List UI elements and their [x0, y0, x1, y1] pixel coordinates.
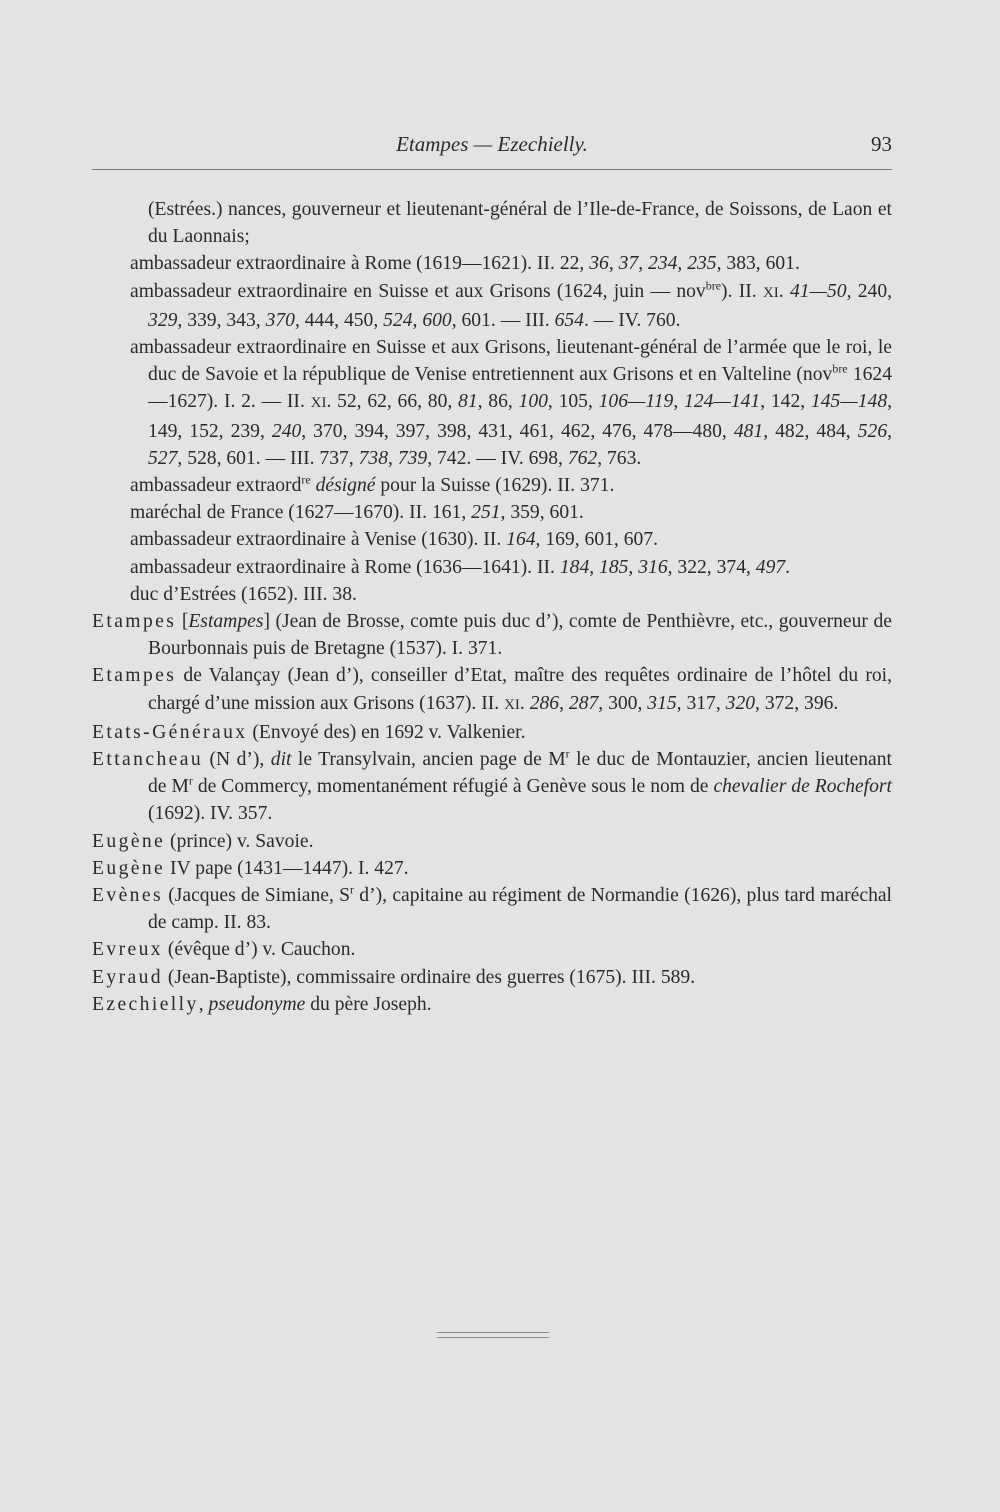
index-entries — [92, 196, 892, 1018]
index-entry: Ettancheau (N d’), dit le Transylvain, ancien page de $M^r$ le duc de Montauzier, ancien lieutenant de $M^r$ de Commercy, momentanément réfugié à Genève sous le nom de chevalier de Rochefort (1692). IV. 357. — [92, 746, 892, 825]
page-number: 93 — [871, 132, 892, 156]
index-entry: Eyraud (Jean-Baptiste), commissaire ordinaire des guerres (1675). III. 589. — [92, 966, 696, 988]
index-subentry: ambassadeur extraordinaire en Suisse et aux Grisons (1624, juin — nov$^{bre}$). II. XI. 41—50, 240, 329, 339, 343, 370, 444, 450, 524, 600, 601. — III. 654. — IV. 760. — [130, 278, 893, 331]
running-header — [92, 132, 892, 168]
index-subentry: maréchal de France (1627—1670). II. 161, 251, 359, 601. — [130, 502, 584, 524]
index-subentry: ambassadeur extraord$^{re}$ désigné pour la Suisse (1629). II. 371. — [130, 472, 615, 497]
header-rule — [92, 169, 892, 170]
index-subentry: ambassadeur extraordinaire à Venise (1630). II. 164, 169, 601, 607. — [130, 529, 658, 551]
index-entry: Eugène IV pape (1431—1447). I. 427. — [92, 857, 409, 879]
index-entry: Evreux (évêque d’) v. Cauchon. — [92, 939, 356, 961]
header-title: Etampes — Ezechielly. — [396, 132, 588, 156]
index-entry: Etats-Généraux (Envoyé des) en 1692 v. Valkenier. — [92, 721, 526, 743]
end-ornament — [437, 1330, 549, 1339]
index-subentry: duc d’Estrées (1652). III. 38. — [130, 583, 357, 605]
index-subentry: (Estrées.) nances, gouverneur et lieutenant-général de l’Ile-de-France, de Soissons, de Laon et du Laonnais; — [148, 199, 892, 248]
index-subentry: ambassadeur extraordinaire à Rome (1619—1621). II. 22, 36, 37, 234, 235, 383, 601. — [130, 253, 800, 275]
index-entry: Ezechielly, pseudonyme du père Joseph. — [92, 993, 432, 1015]
index-entry: Eugène (prince) v. Savoie. — [92, 830, 314, 852]
index-entry: Etampes [Estampes] (Jean de Brosse, comte puis duc d’), comte de Penthièvre, etc., gouverneur de Bourbonnais puis de Bretagne (1537). I. 371. — [92, 611, 892, 660]
index-subentry: ambassadeur extraordinaire à Rome (1636—1641). II. 184, 185, 316, 322, 374, 497. — [130, 556, 791, 578]
index-subentry: ambassadeur extraordinaire en Suisse et aux Grisons, lieutenant-général de l’armée que le roi, le duc de Savoie et la république de Venise entretiennent aux Grisons et en Valteline (nov$^{bre}$ 1624—1627). I. 2. — II. XI. 52, 62, 66, 80, 81, 86, 100, 105, 106—119, 124—141, 142, 145—148, 149, 152, 239, 240, 370, 394, 397, 398, 431, 461, 462, 476, 478—480, 481, 482, 484, 526, 527, 528, 601. — III. 737, 738, 739, 742. — IV. 698, 762, 763. — [130, 337, 893, 469]
index-entry: Etampes de Valançay (Jean d’), conseiller d’Etat, maître des requêtes ordinaire de l’hôtel du roi, chargé d’une mission aux Grisons (1637). II. XI. 286, 287, 300, 315, 317, 320, 372, 396. — [92, 665, 892, 714]
index-entry: Evènes (Jacques de Simiane, $S^r$ d’), capitaine au régiment de Normandie (1626), plus tard maréchal de camp. II. 83. — [92, 882, 893, 934]
